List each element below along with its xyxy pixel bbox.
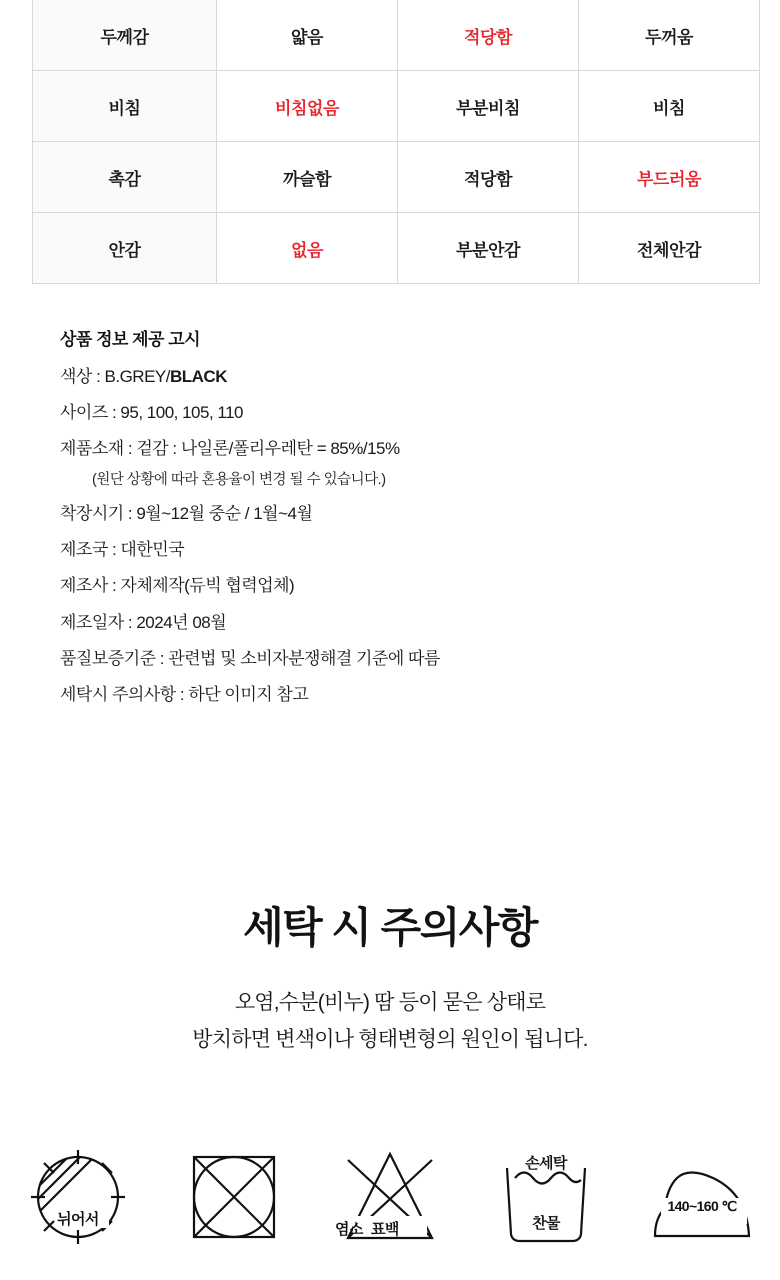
option-cell: 전체안감 [579,213,760,284]
product-info-made-date: 제조일자 : 2024년 08월 [60,612,227,632]
table-row [33,71,760,142]
product-info-maker: 제조사 : 자체제작(듀빅 협력업체) [60,576,295,596]
option-cell: 비침 [579,71,760,142]
row-label: 두께감 [33,0,217,71]
table-row [33,213,760,284]
cold-water-caption: 찬물 [532,1215,560,1232]
product-info-origin: 제조국 : 대한민국 [60,540,185,560]
option-cell: 까슬함 [217,142,398,213]
option-cell: 적당함 [398,142,579,213]
care-symbol-row [0,1138,780,1256]
iron-temperature-icon [643,1138,761,1256]
product-info-block [60,325,740,720]
row-label: 촉감 [33,142,217,213]
option-cell-selected: 부드러움 [579,142,760,213]
hand-wash-caption: 손세탁 [525,1155,567,1172]
no-dry-clean-icon [175,1138,293,1256]
table-row [33,0,760,71]
dry-flat-shade-icon [19,1138,137,1256]
product-info-title: 상품 정보 제공 고시 [60,330,201,349]
option-cell-selected: 없음 [217,213,398,284]
option-cell: 얇음 [217,0,398,71]
no-bleach-caption-left: 염소 [335,1221,363,1238]
hand-wash-cold-icon [487,1138,605,1256]
option-cell-selected: 비침없음 [217,71,398,142]
option-cell-selected: 적당함 [398,0,579,71]
iron-temperature-caption: 140~160 ℃ [667,1198,737,1214]
dry-flat-shade-caption: 뉘어서 [57,1211,99,1228]
row-label: 비침 [33,71,217,142]
washing-notice-heading: 세탁 시 주의사항 [243,904,537,951]
product-info-season: 착장시기 : 9월~12월 중순 / 1월~4월 [60,504,313,524]
no-bleach-caption-right: 표백 [371,1221,399,1238]
no-bleach-icon [331,1138,449,1256]
product-info-wash-reference: 세탁시 주의사항 : 하단 이미지 참고 [60,684,309,704]
row-label: 안감 [33,213,217,284]
washing-notice-line-2: 방치하면 변색이나 형태변형의 원인이 됩니다. [192,1027,588,1051]
option-cell: 부분안감 [398,213,579,284]
product-info-size: 사이즈 : 95, 100, 105, 110 [60,403,244,423]
washing-notice-line-1: 오염,수분(비누) 땀 등이 묻은 상태로 [234,991,546,1014]
product-info-material: 제품소재 : 겉감 : 나일론/폴리우레탄 = 85%/15% [60,439,400,459]
product-info-color [60,366,740,388]
table-row [33,142,760,213]
fabric-attribute-table [32,0,760,284]
color-label: 색상 : B.GREY/ [60,367,170,386]
option-cell: 두꺼움 [579,0,760,71]
product-info-material-note: (원단 상황에 따라 혼용율이 변경 될 수 있습니다.) [92,472,386,489]
color-value: BLACK [169,367,227,386]
product-info-warranty: 품질보증기준 : 관련법 및 소비자분쟁해결 기준에 따름 [60,648,440,668]
option-cell: 부분비침 [398,71,579,142]
washing-notice-text [0,985,780,1059]
